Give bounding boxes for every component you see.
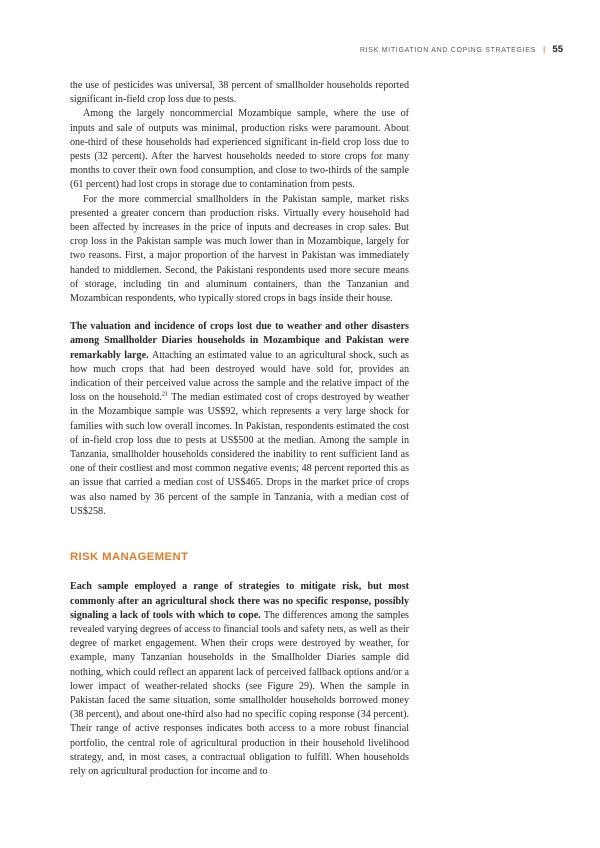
footnote-marker: 21 [161,390,169,398]
paragraph-bold-lead: Each sample employed a range of strategies to mitigate risk, but most commonly after an agricultural shock there was no specific response, possibly signaling a lack of tools with which to cope. [70,581,409,621]
paragraph-text: Attaching an estimated value to an agricultural shock, such as how much crops that had been destroyed would have sold for, provides an indication of their perceived value across the sample and the relative impact of the loss on the household. [70,349,409,404]
body-paragraph [70,320,409,519]
text-column [70,79,409,779]
header-separator: | [543,44,546,54]
section-heading: RISK MANAGEMENT [70,551,189,564]
body-paragraph [70,193,409,307]
paragraph-text: The median estimated cost of crops destroyed by weather in the Mozambique sample was US$92, which represents a very large shock for families with such low overall incomes. In Pakistan, respondents estimated the cost of in-field crop loss due to pests at US$500 at the median. Among the sample in Tanzania, smallholder households considered the inability to rent sufficient land as one of their costliest and most common negative events; 48 percent reported this as an issue that carried a median cost of US$465. Drops in the market price of crops was also named by 36 percent of the sample in Tanzania, with a median cost of US$258. [70,392,409,517]
page-number: 55 [552,44,563,55]
body-paragraph [70,79,409,107]
paragraph-text: The differences among the samples revealed varying degrees of access to financial tools and safety nets, as well as their degree of market engagement. When their crops were destroyed by weather, for example, many Tanzanian households in the Smallholder Diaries sample did nothing, which could reflect an apparent lack of perceived fallback options and/or a lower impact of weather-related shocks (see Figure 29). When the sample in Pakistan faced the same situation, some smallholder households borrowed money (38 percent), and about one-third also had no specific coping response (34 percent). Their range of active responses indicates both access to a more robust financial portfolio, the central role of agricultural production in their household livelihood strategy, and, in most cases, a contractual obligation to fulfill. When households rely on agricultural production for income and to [70,609,409,777]
paragraph-text: Among the largely noncommercial Mozambique sample, where the use of inputs and sale of outputs was minimal, production risks were paramount. About one-third of these households had experienced significant in-field crop loss due to pests (32 percent). After the harvest households needed to store crops for many months to cover their own food consumption, and close to two-thirds of the sample (61 percent) had lost crops in storage due to contamination from pests. [70,108,409,191]
body-paragraph [70,107,409,192]
page-header [360,44,563,55]
running-head-title: RISK MITIGATION AND COPING STRATEGIES [359,47,537,54]
paragraph-text: the use of pesticides was universal, 38 percent of smallholder households reported significant in-field crop loss due to pests. [70,80,409,106]
paragraph-text: For the more commercial smallholders in the Pakistan sample, market risks presented a greater concern than production risks. Virtually every household had been affected by increases in the price of inputs and decreases in crop sales. But crop loss in the Pakistan sample was much lower than in Mozambique, largely for two reasons. First, a major proportion of the harvest in Pakistan was immediately handed to middlemen. Second, the Pakistani respondents used more secure means of storage, including tin and aluminum containers, than the Tanzanian and Mozambican respondents, who typically stored crops in bags inside their house. [70,193,409,305]
body-paragraph [70,580,409,779]
paragraph-bold-lead: The valuation and incidence of crops lost due to weather and other disasters among Smallholder Diaries households in Mozambique and Pakistan were remarkably large. [70,321,409,361]
